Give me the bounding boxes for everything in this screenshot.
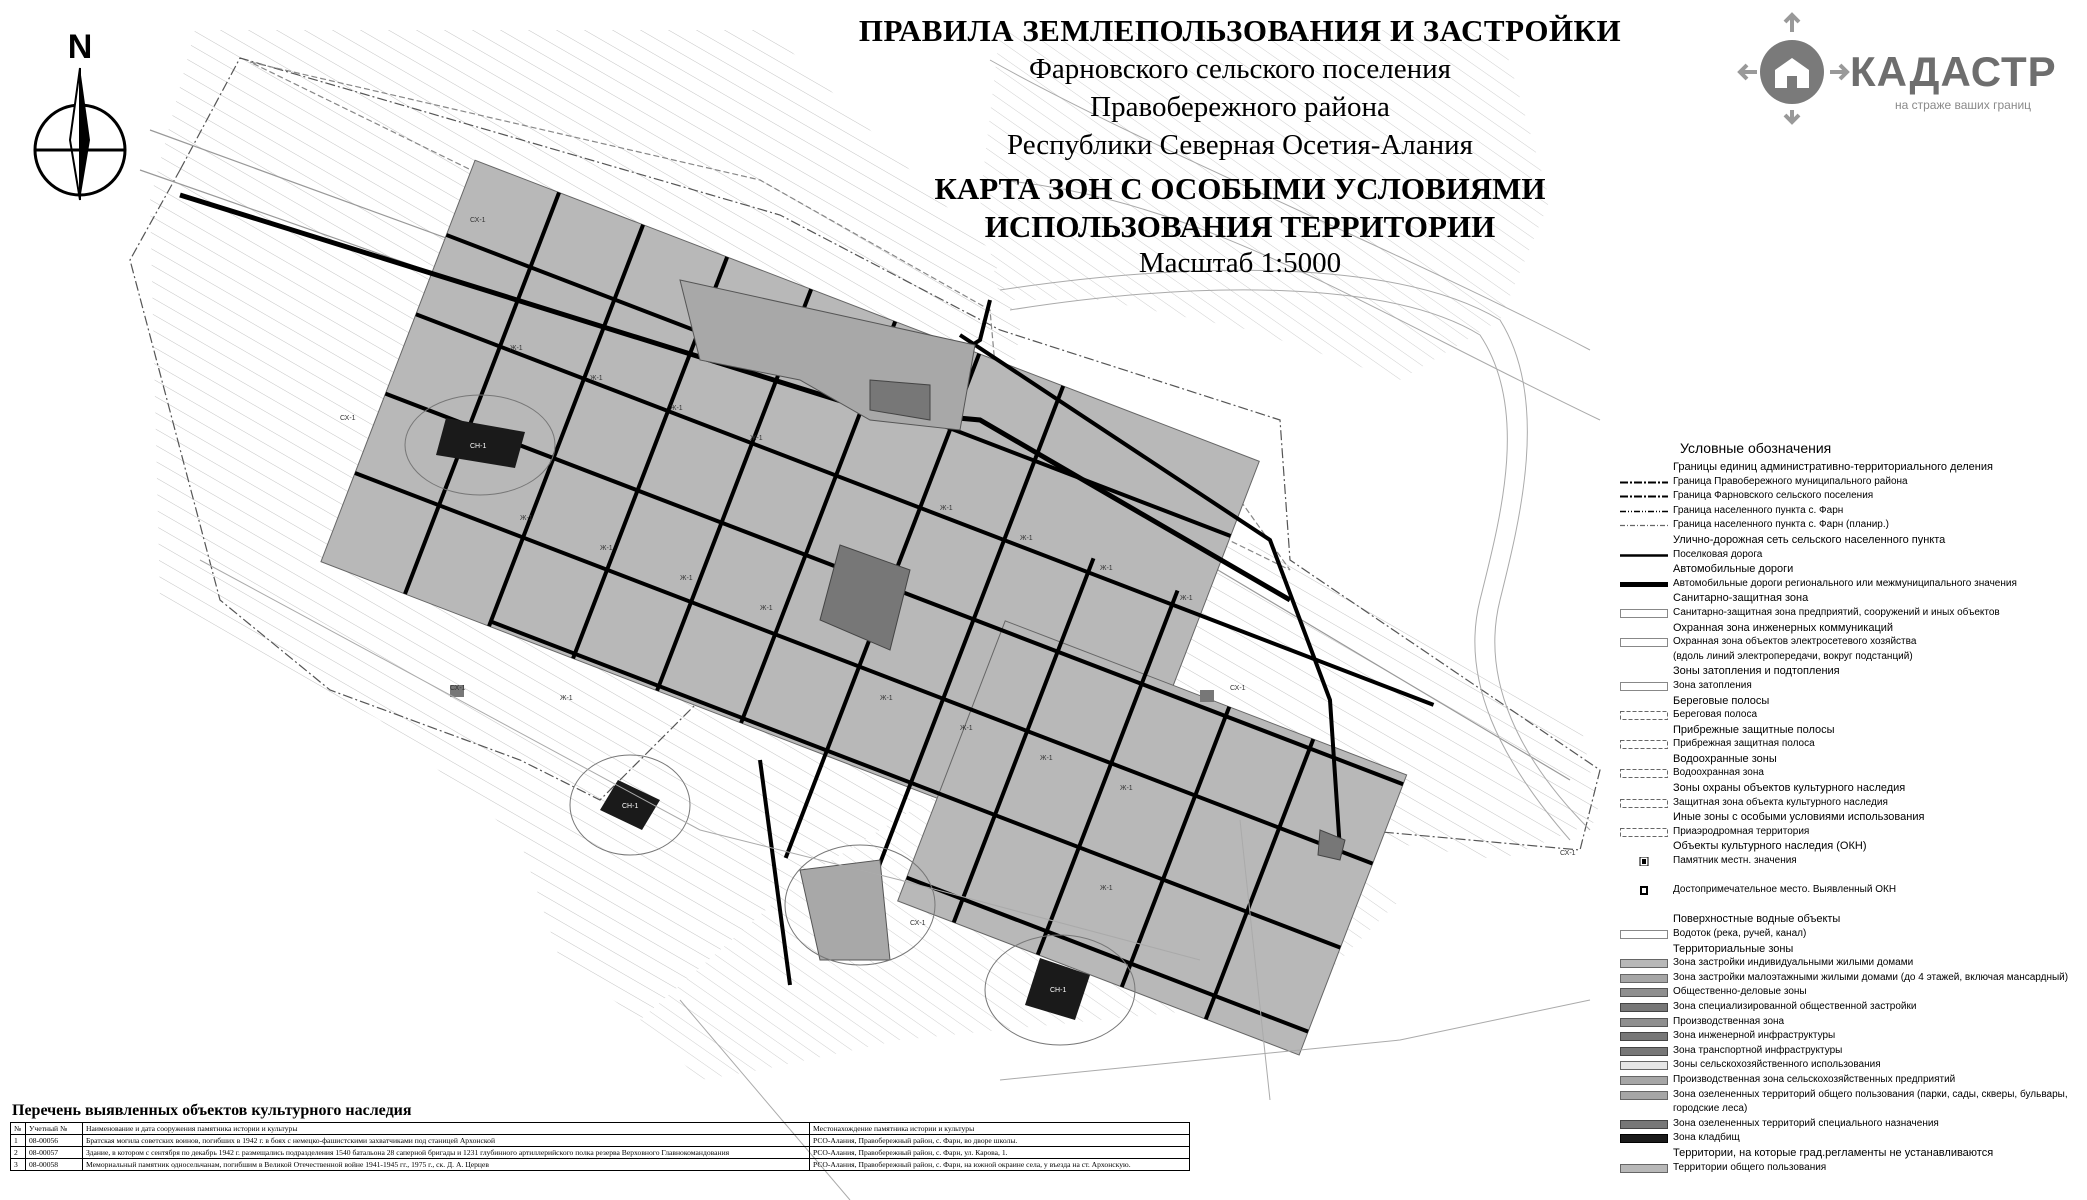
- legend-group-heading: Санитарно-защитная зона: [1673, 592, 1809, 605]
- legend-label: городские леса): [1673, 1103, 1748, 1115]
- cemetery-label: СН-1: [622, 803, 639, 810]
- legend-label: (вдоль линий электропередачи, вокруг подстанций): [1673, 650, 1913, 662]
- legend-label: Водоток (река, ручей, канал): [1673, 928, 1807, 939]
- cemetery-label: СН-1: [1050, 987, 1067, 994]
- legend-item: [1620, 985, 2080, 1000]
- legend-item: [1620, 825, 2080, 840]
- logo-text: КАДАСТР: [1850, 48, 2057, 95]
- subtitle-district: Правобережного района: [1090, 91, 1390, 123]
- okn-list-title: Перечень выявленных объектов культурного наследия: [12, 1102, 412, 1119]
- legend-item: [1620, 1131, 2080, 1146]
- legend-item: [1620, 898, 2080, 913]
- legend-item: [1620, 621, 2080, 636]
- sh-label: СХ-1: [910, 920, 926, 927]
- legend-item: [1620, 912, 2080, 927]
- legend-label: Общественно-деловые зоны: [1673, 986, 1807, 998]
- legend-item: [1620, 1015, 2080, 1030]
- legend-group-heading: Зоны охраны объектов культурного наследия: [1673, 782, 1906, 795]
- zone-label: Ж-1: [670, 405, 683, 412]
- legend-item: [1620, 737, 2080, 752]
- legend-item: [1620, 708, 2080, 723]
- legend-label: Производственная зона: [1673, 1015, 1785, 1027]
- okn-row: [11, 1159, 1190, 1171]
- okn-cell: 08-00056: [26, 1135, 83, 1147]
- okn-header-cell: Местонахождение памятника истории и культуры: [810, 1123, 1190, 1135]
- legend-items: [1620, 460, 2080, 1175]
- zone-label: Ж-1: [940, 505, 953, 512]
- legend-label: Зона транспортной инфраструктуры: [1673, 1044, 1843, 1056]
- legend-item: [1620, 504, 2080, 519]
- okn-cell: Братская могила советских воинов, погибших в 1942 г. в боях с немецко-фашистскими захватчиками под станицей Архонской: [83, 1135, 810, 1147]
- legend-label: Граница населенного пункта с. Фарн (планир.): [1673, 519, 1889, 531]
- logo-emblem: [1735, 10, 1850, 125]
- legend-group-heading: Территории, на которые град.регламенты не устанавливаются: [1673, 1146, 1994, 1159]
- legend-item: [1620, 650, 2080, 665]
- legend-label: Зона затопления: [1673, 679, 1752, 691]
- zone-label: Ж-1: [1120, 785, 1133, 792]
- legend-label: Производственная зона сельскохозяйственных предприятий: [1673, 1073, 1956, 1085]
- okn-cell: 08-00057: [26, 1147, 83, 1159]
- zone-label: Ж-1: [1020, 535, 1033, 542]
- north-label: N: [67, 28, 93, 66]
- legend-item: [1620, 752, 2080, 767]
- legend-item: [1620, 1000, 2080, 1015]
- legend-item: [1620, 1088, 2080, 1103]
- legend-item: [1620, 1058, 2080, 1073]
- legend-group-heading: Улично-дорожная сеть сельского населенного пункта: [1673, 533, 1946, 546]
- okn-header-cell: №: [11, 1123, 26, 1135]
- zone-label: Ж-1: [1180, 595, 1193, 602]
- zone-label: Ж-1: [680, 575, 693, 582]
- map-title-2: ИСПОЛЬЗОВАНИЯ ТЕРРИТОРИИ: [984, 209, 1496, 244]
- zone-label: Ж-1: [590, 375, 603, 382]
- cemetery-label: СН-1: [470, 443, 487, 450]
- legend-item: [1620, 796, 2080, 811]
- legend-label: Поселковая дорога: [1673, 548, 1763, 560]
- legend-item: [1620, 781, 2080, 796]
- legend-group-heading: Водоохранные зоны: [1673, 752, 1777, 765]
- legend-item: [1620, 1161, 2080, 1176]
- legend-item: [1620, 562, 2080, 577]
- zone-label: Ж-1: [510, 345, 523, 352]
- zone-label: Ж-1: [1100, 885, 1113, 892]
- north-arrow: [20, 20, 140, 210]
- sh-label: СХ-1: [1230, 685, 1246, 692]
- zone-label: Ж-1: [750, 435, 763, 442]
- legend-item: [1620, 854, 2080, 869]
- legend-item: [1620, 1029, 2080, 1044]
- legend-item: [1620, 971, 2080, 986]
- legend-group-heading: Охранная зона инженерных коммуникаций: [1673, 621, 1894, 634]
- okn-cell: Здание, в котором с сентября по декабрь 1942 г. размещались подразделения 1540 батальона 28 саперной бригады и 1231 глубинного артиллерийского полка резерва Верховного Главнокомандования: [83, 1147, 810, 1159]
- legend-label: Зона специализированной общественной застройки: [1673, 1000, 1917, 1012]
- legend-item: [1620, 591, 2080, 606]
- legend-item: [1620, 1044, 2080, 1059]
- okn-cell: Мемориальный памятник односельчанам, погибшим в Великой Отечественной войне 1941-1945 гг., 1975 г., ск. Д. А. Церцев: [83, 1159, 810, 1171]
- okn-header-row: [11, 1123, 1190, 1135]
- zone-label: Ж-1: [600, 545, 613, 552]
- legend-item: [1620, 839, 2080, 854]
- legend-group-heading: Береговые полосы: [1673, 694, 1770, 707]
- okn-row: [11, 1135, 1190, 1147]
- okn-cell: 1: [11, 1135, 26, 1147]
- kadastr-logo: [1735, 10, 2080, 125]
- map-title-block: [700, 12, 1780, 280]
- legend-label: Защитная зона объекта культурного наследия: [1673, 796, 1888, 808]
- subtitle-republic: Республики Северная Осетия-Алания: [1006, 129, 1474, 161]
- legend-label: Граница населенного пункта с. Фарн: [1673, 504, 1844, 516]
- legend-label: Прибрежная защитная полоса: [1673, 738, 1815, 750]
- legend-item: [1620, 664, 2080, 679]
- sh-label: СХ-1: [470, 217, 486, 224]
- legend-item: [1620, 1073, 2080, 1088]
- sh-label: СХ-1: [450, 685, 466, 692]
- zone-label: Ж-1: [880, 695, 893, 702]
- legend-item: [1620, 723, 2080, 738]
- legend-group-heading: Зоны затопления и подтопления: [1673, 665, 1840, 678]
- legend-item: [1620, 766, 2080, 781]
- legend-item: [1620, 533, 2080, 548]
- okn-row: [11, 1147, 1190, 1159]
- legend-item: [1620, 489, 2080, 504]
- okn-cell: РСО-Алания, Правобережный район, с. Фарн, на южной окраине села, у въезда на ст. Архонскую.: [810, 1159, 1190, 1171]
- sh-label: СХ-1: [1560, 850, 1576, 857]
- legend-item: [1620, 694, 2080, 709]
- okn-header-cell: Учетный №: [26, 1123, 83, 1135]
- sh-label: СХ-1: [340, 415, 356, 422]
- legend-item: [1620, 1102, 2080, 1117]
- legend-label: Зона инженерной инфраструктуры: [1673, 1030, 1836, 1042]
- legend-label: Водоохранная зона: [1673, 767, 1764, 779]
- legend-item: [1620, 1146, 2080, 1161]
- legend-label: Санитарно-защитная зона предприятий, сооружений и иных объектов: [1673, 606, 2000, 618]
- legend-item: [1620, 956, 2080, 971]
- legend-group-heading: Поверхностные водные объекты: [1673, 913, 1841, 926]
- legend-label: Приаэродромная территория: [1673, 825, 1810, 837]
- legend-item: [1620, 927, 2080, 942]
- legend-label: Зона озелененных территорий общего пользования (парки, сады, скверы, бульвары,: [1673, 1088, 2068, 1100]
- legend-label: Граница Фарновского сельского поселения: [1673, 490, 1874, 502]
- legend-label: Береговая полоса: [1673, 709, 1758, 721]
- legend-item: [1620, 942, 2080, 957]
- okn-cell: 2: [11, 1147, 26, 1159]
- legend-item: [1620, 577, 2080, 592]
- okn-header-cell: Наименование и дата сооружения памятника истории и культуры: [83, 1123, 810, 1135]
- legend-label: Памятник местн. значения: [1673, 855, 1797, 867]
- legend-item: [1620, 1117, 2080, 1132]
- zone-label: Ж-1: [560, 695, 573, 702]
- legend-label: Зона озелененных территорий специального назначения: [1673, 1117, 1939, 1129]
- legend-item: [1620, 883, 2080, 898]
- logo-tagline: на страже ваших границ: [1895, 98, 2032, 112]
- okn-cell: РСО-Алания, Правобережный район, с. Фарн, ул. Карова, 1.: [810, 1147, 1190, 1159]
- legend-item: [1620, 635, 2080, 650]
- legend-label: Охранная зона объектов электросетевого хозяйства: [1673, 636, 1917, 648]
- legend-group-heading: Объекты культурного наследия (ОКН): [1673, 840, 1867, 853]
- legend-item: [1620, 810, 2080, 825]
- legend-label: Граница Правобережного муниципального района: [1673, 475, 1908, 487]
- okn-table: [10, 1122, 1190, 1171]
- legend-label: Достопримечательное место. Выявленный ОКН: [1673, 884, 1897, 896]
- legend-group-heading: Границы единиц административно-территориального деления: [1673, 461, 1993, 473]
- zone-label: Ж-1: [760, 605, 773, 612]
- legend-group-heading: Прибрежные защитные полосы: [1673, 723, 1835, 736]
- legend-item: [1620, 606, 2080, 621]
- zone-label: Ж-1: [520, 515, 533, 522]
- okn-list: [10, 1102, 1190, 1171]
- okn-cell: 08-00058: [26, 1159, 83, 1171]
- zone-label: Ж-1: [960, 725, 973, 732]
- legend-label: Зоны сельскохозяйственного использования: [1673, 1059, 1881, 1071]
- legend-label: Территории общего пользования: [1673, 1161, 1827, 1173]
- legend-group-heading: Иные зоны с особыми условиями использования: [1673, 811, 1925, 824]
- legend-item: [1620, 518, 2080, 533]
- legend-title: Условные обозначения: [1680, 440, 1832, 456]
- legend-item: [1620, 548, 2080, 563]
- legend-label: Автомобильные дороги регионального или межмуниципального значения: [1673, 577, 2017, 589]
- legend-item: [1620, 679, 2080, 694]
- map-scale: Масштаб 1:5000: [1138, 247, 1342, 279]
- legend-item: [1620, 869, 2080, 884]
- zone-label: Ж-1: [1040, 755, 1053, 762]
- legend-item: [1620, 460, 2080, 475]
- okn-cell: 3: [11, 1159, 26, 1171]
- okn-cell: РСО-Алания, Правобережный район, с. Фарн, во дворе школы.: [810, 1135, 1190, 1147]
- legend-label: Зона застройки индивидуальными жилыми домами: [1673, 957, 1914, 969]
- legend-group-heading: Территориальные зоны: [1673, 942, 1794, 955]
- legend-label: Зона кладбищ: [1673, 1132, 1740, 1144]
- zone-label: Ж-1: [1100, 565, 1113, 572]
- legend-group-heading: Автомобильные дороги: [1673, 563, 1794, 576]
- legend-item: [1620, 475, 2080, 490]
- map-legend: [1620, 440, 2080, 1175]
- main-title: ПРАВИЛА ЗЕМЛЕПОЛЬЗОВАНИЯ И ЗАСТРОЙКИ: [858, 13, 1622, 48]
- subtitle-settlement: Фарновского сельского поселения: [1028, 53, 1451, 85]
- legend-label: Зона застройки малоэтажными жилыми домами (до 4 этажей, включая мансардный): [1673, 971, 2069, 983]
- map-title-1: КАРТА ЗОН С ОСОБЫМИ УСЛОВИЯМИ: [934, 171, 1546, 206]
